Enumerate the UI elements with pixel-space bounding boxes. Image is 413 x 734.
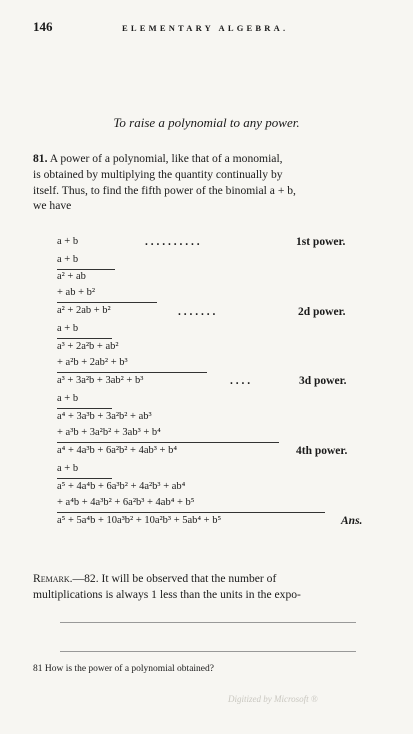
rule-line [57, 478, 112, 479]
watermark: Digitized by Microsoft ® [228, 694, 318, 704]
rule-line [57, 372, 207, 373]
power-label-4th: 4th power. [296, 445, 348, 457]
answer-label: Ans. [341, 515, 363, 527]
computation-row: a³ + 3a²b + 3ab² + b³ [57, 375, 144, 386]
computation-row: + ab + b² [57, 287, 96, 298]
power-label-1st: 1st power. [296, 236, 346, 248]
section-title: To raise a polynomial to any power. [113, 115, 300, 130]
article-line-2: is obtained by multiplying the quantity continually by [33, 168, 283, 181]
remark-label: Remark.—82. [33, 572, 99, 585]
computation-row: + a³b + 3a²b² + 3ab³ + b⁴ [57, 427, 161, 438]
power-label-3d: 3d power. [299, 375, 347, 387]
computation-row: a⁵ + 4a⁴b + 6a³b² + 4a²b³ + ab⁴ [57, 481, 186, 492]
page-number: 146 [33, 19, 53, 34]
article-text-1: A power of a polynomial, like that of a monomial, [49, 152, 283, 165]
computation-row: + a⁴b + 4a³b² + 6a²b³ + 4ab⁴ + b⁵ [57, 497, 195, 508]
row-dots: . . . . . . . . . . [145, 236, 200, 248]
computation-row: a⁵ + 5a⁴b + 10a³b² + 10a²b³ + 5ab⁴ + b⁵ [57, 515, 222, 526]
footnote: 81 How is the power of a polynomial obtained? [33, 664, 214, 674]
remark-line-2: multiplications is always 1 less than the units in the expo- [33, 588, 301, 601]
running-head: ELEMENTARY ALGEBRA. [122, 23, 289, 33]
article-line-4: we have [33, 199, 72, 212]
row-dots: . . . . [230, 375, 251, 387]
rule-line [57, 442, 279, 443]
article-line-1 [33, 152, 283, 165]
rule-line [57, 302, 157, 303]
computation-row: a² + ab [57, 271, 86, 282]
remark-text-1: It will be observed that the number of [101, 572, 277, 585]
row-expression: a + b [57, 236, 79, 247]
computation-row: a + b [57, 254, 79, 265]
computation-row: a + b [57, 323, 79, 334]
rule-line [57, 269, 115, 270]
power-label-2d: 2d power. [298, 306, 346, 318]
article-number: 81. [33, 152, 48, 165]
computation-row: + a²b + 2ab² + b³ [57, 357, 128, 368]
computation-row: a + b [57, 463, 79, 474]
computation-row [57, 236, 78, 247]
remark-line-1 [33, 572, 276, 585]
rule-line [57, 338, 112, 339]
rule-line [57, 408, 112, 409]
rule-line [57, 512, 325, 513]
computation-row: a⁴ + 4a³b + 6a²b² + 4ab³ + b⁴ [57, 445, 177, 456]
row-dots: . . . . . . . [178, 306, 216, 318]
computation-row: a + b [57, 393, 79, 404]
computation-row: a⁴ + 3a³b + 3a²b² + ab³ [57, 411, 152, 422]
footnote-separator [60, 651, 356, 652]
footnote-separator [60, 622, 356, 623]
article-line-3: itself. Thus, to find the fifth power of the binomial a + b, [33, 184, 296, 197]
computation-row: a³ + 2a²b + ab² [57, 341, 119, 352]
computation-row: a² + 2ab + b² [57, 305, 111, 316]
